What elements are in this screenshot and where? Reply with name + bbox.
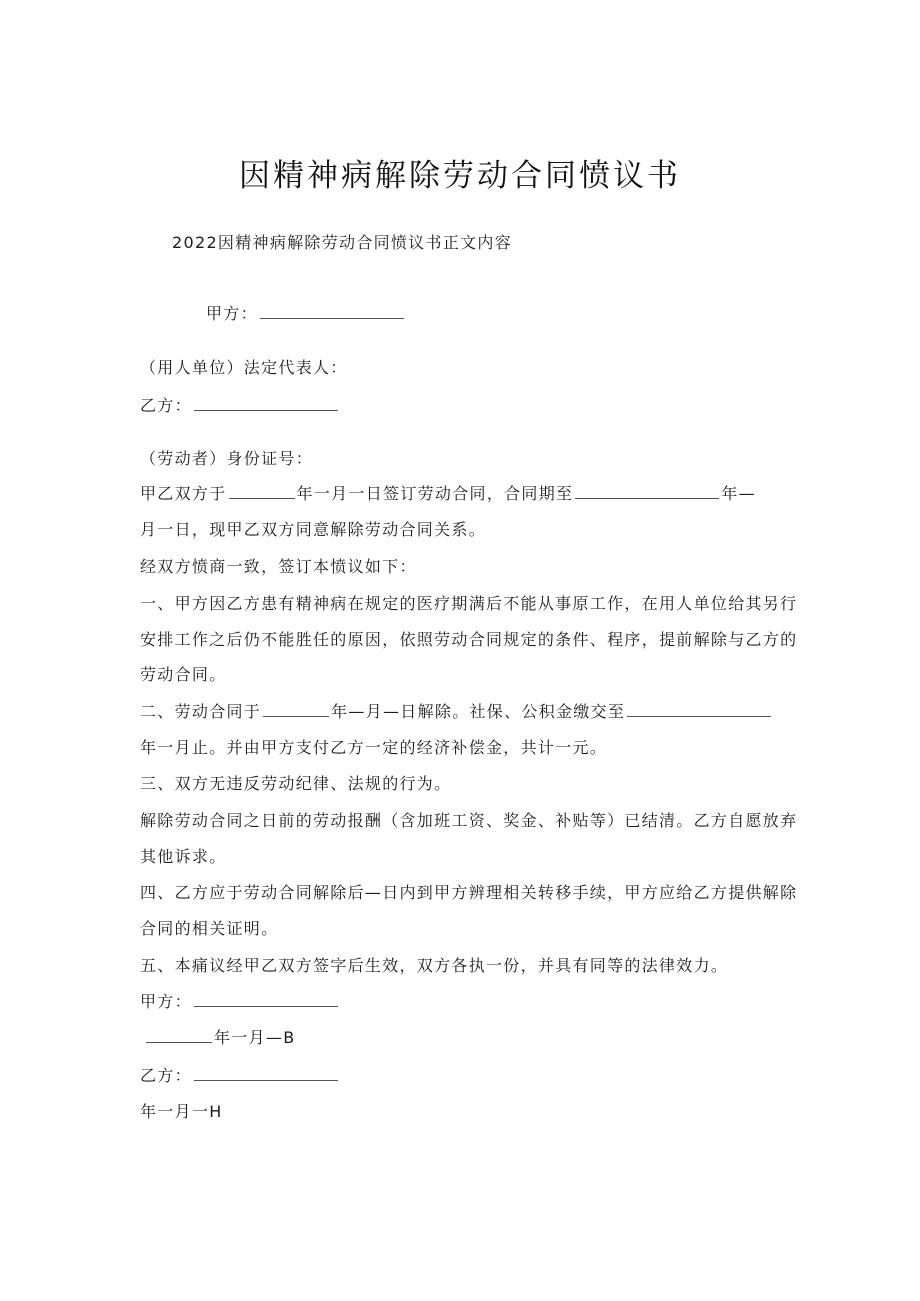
- term-end-blank: [575, 484, 719, 499]
- clause-3: 三、双方无违反劳动纪律、法规的行为。: [140, 774, 452, 793]
- party-b-label: 乙方：: [140, 396, 192, 415]
- clause-5: 五、本痛议经甲乙双方签字后生效，双方各执一份，并具有同等的法律效力。: [140, 956, 729, 975]
- signing-year-blank: [229, 484, 295, 499]
- settlement-line-1: 解除劳动合同之日前的劳动报酬（含加班工资、奖金、补贴等）已结清。乙方自愿放弃: [140, 811, 798, 830]
- signing-date-line-2: 月一日，现甲乙双方同意解除劳动合同关系。: [140, 520, 487, 539]
- signature-a-blank: [194, 992, 338, 1007]
- worker-id-number: （劳动者）身份证号：: [140, 449, 314, 468]
- party-a-line: [206, 304, 406, 324]
- document-title: 因精神病解除劳动合同愤议书: [239, 158, 681, 194]
- party-b-blank: [194, 396, 338, 411]
- party-a-label: 甲方：: [206, 304, 258, 323]
- clause-2-line-2: 年一月止。并由甲方支付乙方一定的经济补偿金，共计一元。: [140, 738, 608, 757]
- party-a-blank: [260, 304, 404, 319]
- signing-text-2: 年一月一日签订劳动合同，合同期至: [296, 484, 574, 503]
- signature-a-label: 甲方：: [140, 992, 192, 1011]
- signing-text-3: 年—: [721, 484, 756, 503]
- clause-4-line-1: 四、乙方应于劳动合同解除后—日内到甲方辨理相关转移手续，甲方应给乙方提供解除: [140, 883, 798, 902]
- party-b-line: [140, 396, 340, 416]
- employer-representative: （用人单位）法定代表人：: [140, 358, 348, 377]
- signature-party-b: [140, 1066, 340, 1086]
- document-subtitle: 2022因精神病解除劳动合同愤议书正文内容: [172, 233, 513, 252]
- signing-text-1: 甲乙双方于: [140, 484, 227, 503]
- agreement-intro: 经双方愤商一致，签订本愤议如下：: [140, 557, 417, 576]
- settlement-line-2: 其他诉求。: [140, 847, 227, 866]
- signature-a-date-text: 年一月—B: [214, 1028, 296, 1047]
- clause-1-line-2: 安排工作之后仍不能胜任的原因，依照劳动合同规定的条件、程序，提前解除与乙方的: [140, 630, 798, 649]
- signature-party-a: [140, 992, 340, 1012]
- signature-b-date: 年一月一H: [140, 1102, 223, 1121]
- clause-2-year-blank: [263, 702, 329, 717]
- signature-a-date: [144, 1028, 295, 1048]
- clause-2-text-1: 二、劳动合同于: [140, 702, 262, 721]
- signature-b-label: 乙方：: [140, 1066, 192, 1085]
- clause-2-line-1: [140, 702, 773, 722]
- signature-a-date-blank: [146, 1028, 212, 1043]
- clause-1-line-3: 劳动合同。: [140, 665, 227, 684]
- signature-b-blank: [194, 1066, 338, 1081]
- clause-2-text-2: 年—月—日解除。社保、公积金缴交至: [331, 702, 626, 721]
- clause-4-line-2: 合同的相关证明。: [140, 919, 279, 938]
- signing-date-line: [140, 484, 756, 504]
- social-insurance-blank: [627, 702, 771, 717]
- clause-1-line-1: 一、甲方因乙方患有精神病在规定的医疗期满后不能从事原工作，在用人单位给其另行: [140, 594, 798, 613]
